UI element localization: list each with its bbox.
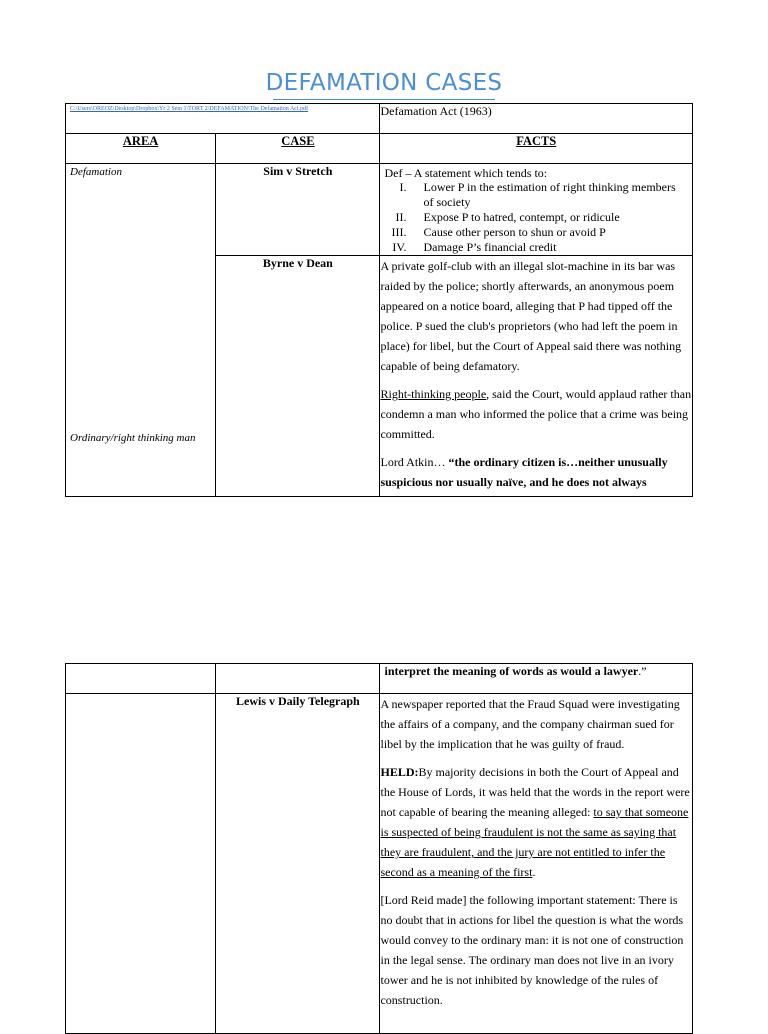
- act-reference: Defamation Act (1963): [380, 104, 693, 134]
- definition-list: [384, 180, 688, 255]
- header-row: [66, 134, 693, 164]
- empty-cell: [216, 664, 380, 694]
- cases-table-continued: [65, 663, 693, 1034]
- list-item: III. Cause other person to shun or avoid P: [391, 225, 606, 239]
- title-underline: [273, 99, 495, 100]
- table-row: [66, 694, 693, 1034]
- byrne-paragraph-3: Lord Atkin… “the ordinary citizen is…neither unusually suspicious nor usually naïve, and he does not always: [380, 455, 668, 489]
- area-defamation: Defamation: [70, 166, 122, 178]
- lewis-paragraph-1: A newspaper reported that the Fraud Squad were investigating the affairs of a company, and the company chairman sued for libel by the implication that he was guilty of fraud.: [380, 697, 680, 751]
- byrne-paragraph-2: Right-thinking people, said the Court, would applaud rather than condemn a man who informed the police that a crime was being committed.: [380, 387, 692, 441]
- case-byrne-v-dean: Byrne v Dean: [216, 256, 380, 497]
- list-item: II. Expose P to hatred, contempt, or ridicule: [395, 210, 620, 224]
- page-title-text: DEFAMATION CASES: [265, 70, 503, 96]
- header-facts: FACTS: [380, 134, 693, 164]
- list-item: IV. Damage P’s financial credit: [392, 240, 557, 254]
- cases-table: [65, 103, 693, 497]
- facts-sim-v-stretch: [380, 164, 693, 256]
- empty-cell: [66, 664, 216, 694]
- lewis-paragraph-3: [Lord Reid made] the following important statement: There is no doubt that in actions for libel the question is what the words would convey to the ordinary man: it is not one of construction in the legal sense. The ordinary man does not live in an ivory tower and he is not inhibited by knowledge of the rules of construction.: [380, 893, 684, 1007]
- quote-continuation: interpret the meaning of words as would a lawyer.”: [380, 664, 693, 694]
- header-area: AREA: [66, 134, 216, 164]
- area-ordinary-man: Ordinary/right thinking man: [70, 432, 196, 444]
- case-sim-v-stretch: Sim v Stretch: [216, 164, 380, 256]
- case-lewis-v-daily-telegraph: Lewis v Daily Telegraph: [216, 694, 380, 1034]
- facts-lewis-v-daily-telegraph: [380, 694, 693, 1034]
- area-cell: [66, 164, 216, 497]
- list-item: I. Lower P in the estimation of right thinking members of society: [399, 180, 676, 209]
- byrne-paragraph-1: A private golf-club with an illegal slot-machine in its bar was raided by the police; shortly afterwards, an anonymous poem appeared on a notice board, alleging that P had tipped off the police. P sued the club's proprietors (who had left the poem in place) for libel, but the Court of Appeal said there was nothing capable of being defamatory.: [380, 259, 682, 373]
- act-row: [66, 104, 693, 134]
- empty-cell: [66, 694, 216, 1034]
- table-row: [66, 664, 693, 694]
- lewis-held-paragraph: HELD:By majority decisions in both the Court of Appeal and the House of Lords, it was held that the words in the report were not capable of bearing the meaning alleged: to say that someone is suspected of being fraudulent is not the same as saying that they are fraudulent, and the jury are not entitled to infer the second as a meaning of the first.: [380, 765, 690, 879]
- header-case: CASE: [216, 134, 380, 164]
- table-row: [66, 164, 693, 256]
- file-link-cell: [66, 104, 380, 134]
- definition-intro: Def – A statement which tends to:: [384, 166, 548, 180]
- page-title: [0, 70, 768, 96]
- facts-byrne-v-dean: [380, 256, 693, 497]
- defamation-act-file-link[interactable]: C:\Users\OREOZ\Desktop\Dropbox\Yr 2 Sem 1\TORT 2\DEFAMATION\The Defamation Act.pdf: [70, 106, 309, 112]
